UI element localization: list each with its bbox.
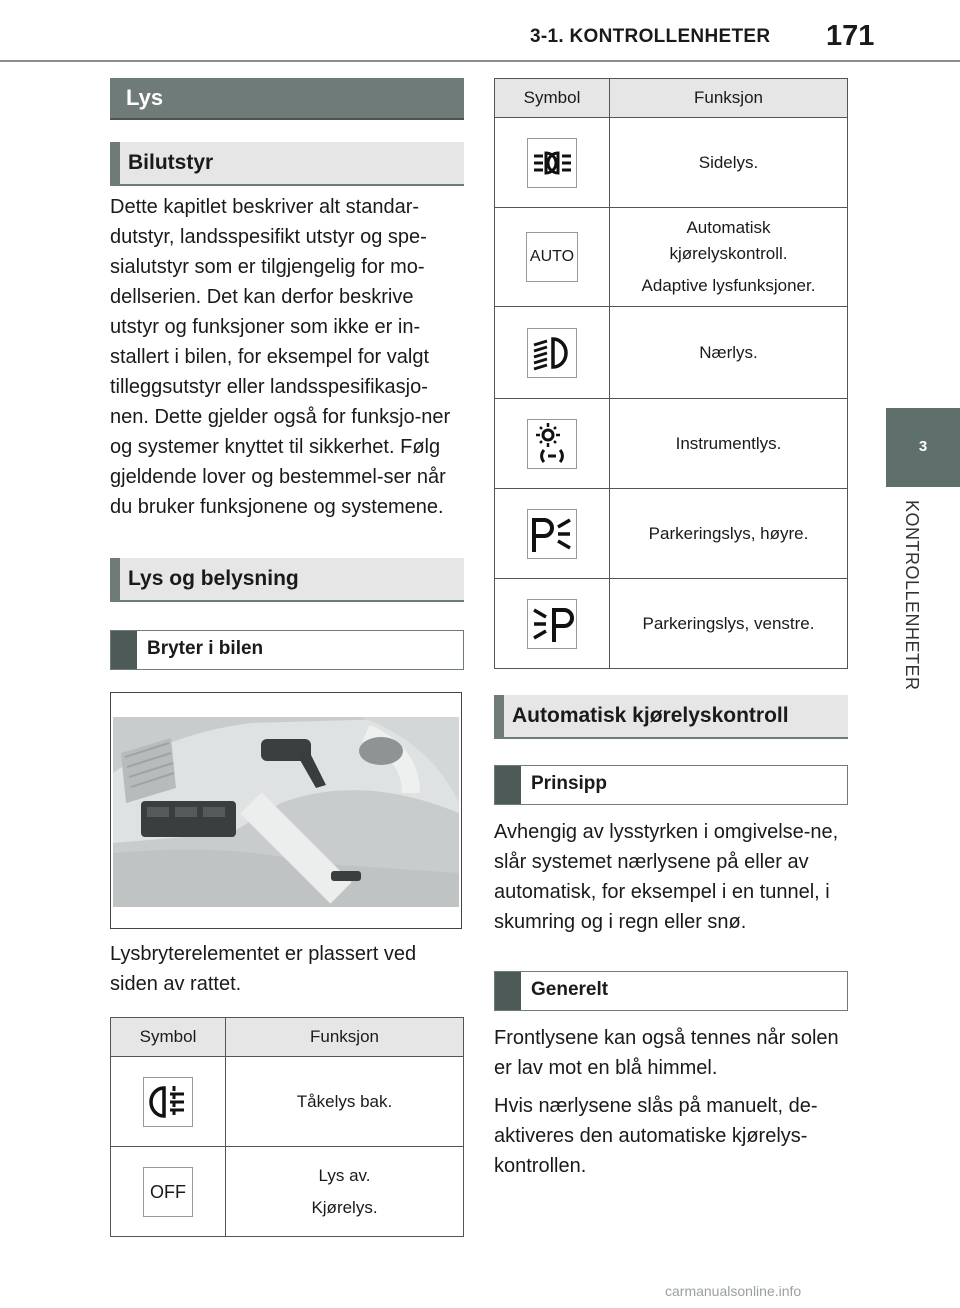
light-switch-photo (110, 692, 462, 929)
table-row (495, 399, 848, 489)
function-text: Nærlys. (699, 342, 758, 362)
function-text: Parkeringslys, høyre. (648, 523, 809, 543)
column-header-symbol: Symbol (111, 1018, 226, 1057)
function-cell (226, 1057, 464, 1147)
parking-light-left-icon (527, 599, 577, 649)
auto-icon (526, 232, 578, 282)
low-beam-icon (527, 328, 577, 378)
section-title: 3-1. KONTROLLENHETER (530, 26, 771, 47)
function-text: Tåkelys bak. (296, 1091, 393, 1111)
symbol-cell (495, 307, 610, 399)
instrument-lighting-icon (527, 419, 577, 469)
off-icon-label: OFF (150, 1181, 186, 1202)
heading-bilutstyr: Bilutstyr (110, 142, 464, 186)
symbol-cell (495, 399, 610, 489)
function-cell (610, 118, 848, 208)
chapter-tab-divider (886, 486, 960, 487)
intro-paragraph: Dette kapitlet beskriver alt standar-dutstyr, landsspesifikt utstyr og spe-sialutstyr som er tilgjengelig for mo-dellserien. Det kan derfor beskrive utstyr og funksjoner som ikke er in-stallert i bilen, for eksempel for valgt tilleggsutstyr eller landsspesifikasjo-nen. Dette gjelder også for funksjo-ner og systemer knyttet til sikkerhet. Følg gjeldende lover og bestemmel-ser når du bruker funksjonene og systemene. (110, 196, 451, 518)
column-header-funksjon: Funksjon (226, 1018, 464, 1057)
function-cell (226, 1147, 464, 1237)
function-text: Kjørelys. (311, 1197, 378, 1217)
header-divider (0, 60, 960, 62)
column-header-symbol: Symbol (495, 79, 610, 118)
rear-fog-light-icon (143, 1077, 193, 1127)
heading-lys: Lys (110, 78, 464, 120)
symbol-cell (495, 118, 610, 208)
symbol-cell (495, 489, 610, 579)
watermark-text: carmanualsonline.info (665, 1283, 802, 1299)
left-column (110, 78, 464, 1237)
function-cell (610, 489, 848, 579)
right-column (494, 78, 848, 1181)
table-row (495, 208, 848, 307)
chapter-side-label: KONTROLLENHETER (902, 500, 922, 691)
chapter-tab-number: 3 (886, 408, 960, 486)
function-text: Lys av. (318, 1165, 371, 1185)
table-row (495, 307, 848, 399)
parking-light-right-icon (527, 509, 577, 559)
function-text: Sidelys. (698, 152, 759, 172)
page-number: 171 (826, 20, 875, 52)
function-cell (610, 399, 848, 489)
table-row (495, 579, 848, 669)
heading-automatisk-kjorelyskontroll: Automatisk kjørelyskontroll (494, 695, 848, 739)
auto-icon-label: AUTO (529, 248, 575, 265)
heading-generelt: Generelt (494, 971, 848, 1011)
heading-lys-og-belysning: Lys og belysning (110, 558, 464, 602)
generelt-paragraph-2: Hvis nærlysene slås på manuelt, de-aktiveres den automatiske kjørelys-kontrollen. (494, 1095, 818, 1177)
function-cell (610, 208, 848, 307)
symbol-cell (111, 1147, 226, 1237)
heading-bryter-i-bilen: Bryter i bilen (110, 630, 464, 670)
symbol-cell (111, 1057, 226, 1147)
function-text: Instrumentlys. (675, 433, 782, 453)
function-text: Automatisk kjørelyskontroll. (669, 218, 788, 263)
symbol-table-right (494, 78, 848, 669)
symbol-cell (495, 208, 610, 307)
table-row (111, 1057, 464, 1147)
table-row (111, 1147, 464, 1237)
photo-caption-paragraph: Lysbryterelementet er plassert ved siden av rattet. (110, 943, 417, 995)
heading-prinsipp: Prinsipp (494, 765, 848, 805)
light-switch-illustration (111, 693, 461, 928)
function-text: Adaptive lysfunksjoner. (641, 276, 816, 295)
symbol-table-left (110, 1017, 464, 1237)
prinsipp-paragraph: Avhengig av lysstyrken i omgivelse-ne, slår systemet nærlysene på eller av automatisk, for eksempel i en tunnel, i skumring og i regn eller snø. (494, 821, 839, 933)
generelt-paragraph-1: Frontlysene kan også tennes når solen er lav mot en blå himmel. (494, 1027, 839, 1079)
side-lights-icon (527, 138, 577, 188)
function-cell (610, 307, 848, 399)
function-text: Parkeringslys, venstre. (642, 613, 815, 633)
symbol-cell (495, 579, 610, 669)
off-icon (143, 1167, 193, 1217)
table-row (495, 489, 848, 579)
function-cell (610, 579, 848, 669)
column-header-funksjon: Funksjon (610, 79, 848, 118)
table-row (495, 118, 848, 208)
